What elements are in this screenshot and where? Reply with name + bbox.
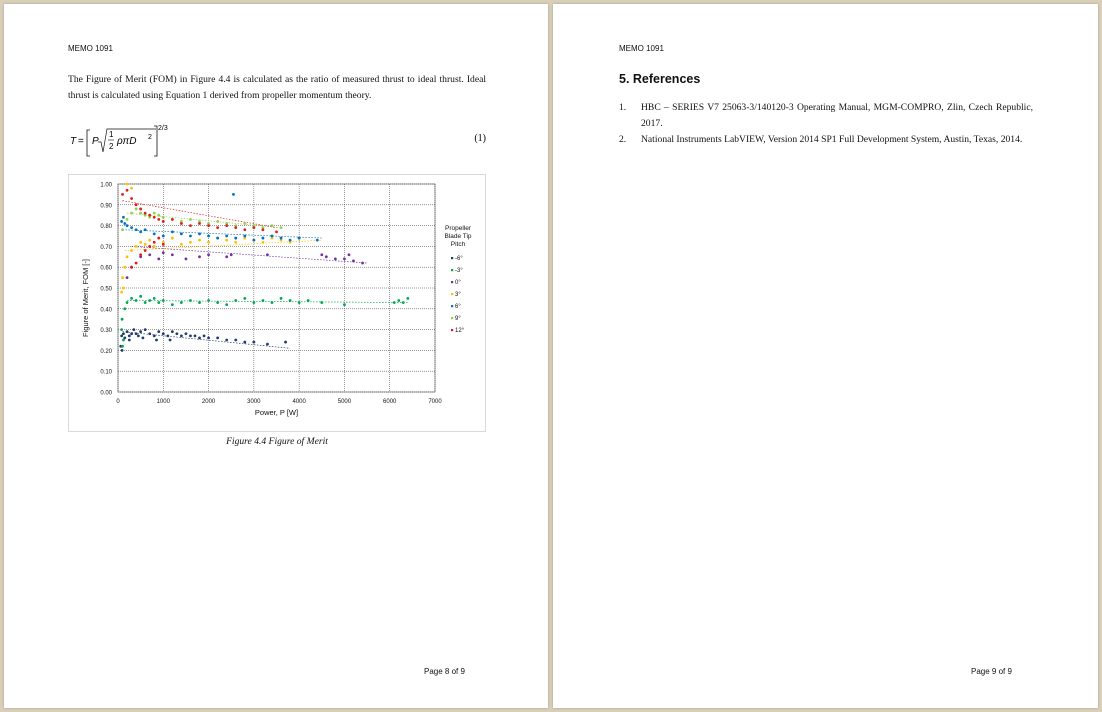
data-point-series-1 [171, 303, 174, 306]
data-point-series-0 [243, 341, 246, 344]
data-point-series-2 [126, 276, 129, 279]
data-point-series-3 [225, 239, 228, 242]
x-tick-label: 0 [116, 399, 120, 405]
data-point-series-6 [139, 208, 142, 211]
data-point-series-6 [157, 237, 160, 240]
data-point-series-4 [130, 226, 133, 229]
data-point-series-1 [123, 307, 126, 310]
data-point-series-2 [334, 257, 337, 260]
data-point-series-0 [171, 330, 174, 333]
data-point-series-1 [393, 301, 396, 304]
memo-header: MEMO 1091 [68, 44, 113, 53]
body-paragraph: The Figure of Merit (FOM) in Figure 4.4 is calculated as the ratio of measured thrust to ideal thrust. Ideal thrust is calculated using Equation 1 derived from propeller momentum theory. [68, 74, 486, 101]
data-point-series-4 [280, 237, 283, 240]
data-point-series-0 [180, 334, 183, 337]
data-point-series-0 [252, 341, 255, 344]
data-point-series-0 [194, 334, 197, 337]
data-point-series-2 [266, 253, 269, 256]
data-point-series-4 [189, 235, 192, 238]
legend-swatch [451, 329, 453, 331]
y-tick-label: 0.60 [100, 265, 112, 272]
data-point-series-6 [207, 224, 210, 227]
y-tick-label: 0.40 [100, 307, 112, 314]
equation-formula [68, 122, 218, 162]
data-point-series-2 [162, 251, 165, 254]
memo-header: MEMO 1091 [619, 44, 664, 53]
data-point-series-2 [198, 255, 201, 258]
data-point-series-1 [402, 301, 405, 304]
data-point-series-6 [243, 228, 246, 231]
data-point-series-4 [153, 233, 156, 236]
data-point-series-4 [271, 235, 274, 238]
data-point-series-0 [126, 330, 129, 333]
data-point-series-2 [148, 253, 151, 256]
data-point-series-1 [234, 299, 237, 302]
data-point-series-1 [135, 299, 138, 302]
y-tick-label: 0.70 [100, 244, 112, 251]
data-point-series-6 [126, 189, 129, 192]
data-point-series-1 [122, 339, 125, 342]
data-point-series-4 [252, 239, 255, 242]
data-point-series-0 [128, 339, 131, 342]
data-point-series-0 [137, 334, 140, 337]
equation-1 [68, 122, 486, 162]
data-point-series-6 [216, 226, 219, 229]
reference-number: 2. [619, 134, 627, 145]
x-tick-label: 2000 [201, 399, 216, 405]
left-bracket [87, 130, 90, 156]
legend-swatch [451, 281, 453, 283]
data-point-series-4 [126, 224, 129, 227]
data-point-series-1 [162, 299, 165, 302]
data-point-series-3 [207, 241, 210, 244]
data-point-series-3 [120, 291, 123, 294]
data-point-series-0 [216, 337, 219, 340]
data-point-series-4 [243, 235, 246, 238]
legend-entry: 9° [455, 316, 461, 322]
data-point-series-0 [135, 332, 138, 335]
data-point-series-0 [153, 334, 156, 337]
data-point-series-1 [271, 301, 274, 304]
y-tick-label: 0.90 [100, 203, 112, 210]
data-point-series-6 [144, 249, 147, 252]
y-tick-label: 0.80 [100, 224, 112, 231]
data-point-series-1 [153, 297, 156, 300]
data-point-series-1 [207, 299, 210, 302]
equation-equals: = [78, 136, 84, 147]
data-point-series-3 [121, 276, 124, 279]
data-point-series-0 [162, 332, 165, 335]
data-point-series-6 [148, 245, 151, 248]
data-point-series-1 [216, 301, 219, 304]
data-point-series-0 [207, 337, 210, 340]
data-point-series-1 [252, 301, 255, 304]
data-point-series-6 [130, 266, 133, 269]
data-point-series-1 [130, 297, 133, 300]
legend-entry: 0° [455, 280, 461, 286]
data-point-series-6 [139, 253, 142, 256]
data-point-series-6 [162, 220, 165, 223]
fraction-numerator: 1 [109, 130, 114, 139]
equation-lhs: T [70, 136, 77, 147]
data-point-series-2 [185, 257, 188, 260]
data-point-series-1 [189, 299, 192, 302]
data-point-series-0 [185, 332, 188, 335]
data-point-series-4 [298, 237, 301, 240]
data-point-series-3 [262, 241, 265, 244]
y-tick-label: 0.10 [100, 369, 112, 376]
data-point-series-4 [180, 233, 183, 236]
data-point-series-5 [280, 226, 283, 229]
data-point-series-4 [144, 228, 147, 231]
data-point-series-4 [123, 222, 126, 225]
legend-title: Blade Tip [444, 233, 472, 240]
data-point-series-0 [266, 343, 269, 346]
data-point-series-3 [139, 241, 142, 244]
data-point-series-3 [153, 245, 156, 248]
x-tick-label: 5000 [337, 399, 352, 405]
data-point-series-1 [121, 345, 124, 348]
data-point-series-5 [157, 214, 160, 217]
data-point-series-0 [234, 339, 237, 342]
data-point-series-4 [139, 230, 142, 233]
data-point-series-3 [198, 239, 201, 242]
data-point-series-1 [225, 303, 228, 306]
data-point-series-1 [121, 318, 124, 321]
data-point-series-4 [316, 239, 319, 242]
data-point-series-0 [175, 332, 178, 335]
data-point-series-0 [122, 332, 125, 335]
reference-item [619, 132, 1033, 148]
data-point-series-0 [166, 334, 169, 337]
data-point-series-5 [135, 208, 138, 211]
x-tick-label: 3000 [247, 399, 261, 405]
data-point-series-5 [126, 218, 129, 221]
data-point-series-6 [135, 262, 138, 265]
data-point-series-6 [171, 218, 174, 221]
data-point-series-3 [148, 239, 151, 242]
data-point-series-1 [289, 299, 292, 302]
data-point-series-1 [148, 299, 151, 302]
page-9 [553, 4, 1098, 708]
data-point-series-1 [320, 301, 323, 304]
x-tick-label: 6000 [383, 399, 397, 405]
legend-swatch [451, 269, 453, 271]
data-point-series-2 [352, 260, 355, 263]
data-point-series-6 [121, 193, 124, 196]
data-point-series-4 [120, 220, 123, 223]
data-point-series-2 [343, 257, 346, 260]
data-point-series-1 [262, 299, 265, 302]
data-point-series-3 [135, 245, 138, 248]
data-point-series-1 [126, 301, 129, 304]
x-axis-label: Power, P [W] [254, 408, 299, 417]
data-point-series-2 [207, 253, 210, 256]
outer-exponent: 2/3 [158, 125, 168, 132]
legend-title: Pitch [450, 241, 466, 248]
data-point-series-5 [243, 222, 246, 225]
data-point-series-0 [148, 332, 151, 335]
data-point-series-2 [171, 253, 174, 256]
data-point-series-5 [121, 228, 124, 231]
data-point-series-4 [262, 237, 265, 240]
y-tick-label: 1.00 [100, 182, 112, 189]
x-tick-label: 4000 [292, 399, 306, 405]
data-point-series-5 [271, 224, 274, 227]
fraction-denominator: 2 [109, 142, 114, 151]
data-point-series-2 [320, 253, 323, 256]
data-point-series-3 [144, 243, 147, 246]
data-point-series-0 [121, 349, 124, 352]
data-point-series-3 [130, 249, 133, 252]
data-point-series-0 [225, 339, 228, 342]
data-point-series-3 [189, 241, 192, 244]
data-point-series-6 [148, 214, 151, 217]
data-point-series-4 [122, 216, 125, 219]
data-point-series-6 [234, 226, 237, 229]
y-tick-label: 0.30 [100, 328, 112, 335]
equation-number: (1) [474, 133, 486, 144]
legend-entry: 3° [455, 292, 461, 298]
data-point-series-0 [142, 337, 145, 340]
data-point-series-4 [225, 235, 228, 238]
data-point-series-5 [130, 212, 133, 215]
y-tick-label: 0.50 [100, 286, 112, 293]
data-point-series-2 [348, 253, 351, 256]
y-tick-label: 0.20 [100, 348, 112, 355]
data-point-series-0 [130, 332, 133, 335]
data-point-series-6 [162, 243, 165, 246]
data-point-series-1 [298, 301, 301, 304]
data-point-series-3 [180, 243, 183, 246]
data-point-series-0 [128, 334, 131, 337]
legend-swatch [451, 317, 453, 319]
data-point-series-3 [234, 241, 237, 244]
data-point-series-6 [130, 197, 133, 200]
data-point-series-1 [198, 301, 201, 304]
data-point-series-1 [280, 297, 283, 300]
legend-entry: -6° [455, 256, 463, 262]
x-tick-label: 7000 [428, 399, 442, 405]
legend-entry: 12° [455, 328, 465, 334]
data-point-series-4 [207, 235, 210, 238]
data-point-series-1 [157, 301, 160, 304]
y-axis-label: Figure of Merit, FOM [-] [81, 259, 90, 337]
data-point-series-3 [126, 183, 129, 186]
reference-item [619, 100, 1033, 132]
data-point-series-1 [397, 299, 400, 302]
right-bracket [154, 126, 157, 156]
reference-text: National Instruments LabVIEW, Version 2014 SP1 Full Development System, Austin, Texas, 2014. [641, 134, 1023, 145]
data-point-series-6 [135, 203, 138, 206]
data-point-series-5 [162, 216, 165, 219]
chart-svg [68, 174, 486, 432]
data-point-series-0 [157, 330, 160, 333]
y-tick-label: 0.00 [100, 390, 112, 397]
data-point-series-3 [171, 237, 174, 240]
data-point-series-1 [343, 303, 346, 306]
data-point-series-6 [180, 222, 183, 225]
section-heading: 5. References [619, 72, 701, 86]
x-tick-label: 1000 [156, 399, 170, 405]
data-point-series-4 [234, 237, 237, 240]
data-point-series-2 [361, 262, 364, 265]
data-point-series-0 [132, 328, 135, 331]
data-point-series-1 [120, 328, 123, 331]
data-point-series-6 [157, 218, 160, 221]
page-8 [4, 4, 548, 708]
data-point-series-0 [144, 328, 147, 331]
legend-swatch [451, 293, 453, 295]
data-point-series-2 [225, 255, 228, 258]
data-point-series-0 [155, 339, 158, 342]
legend-entry: -3° [455, 268, 463, 274]
data-point-series-6 [198, 222, 201, 225]
data-point-series-2 [325, 255, 328, 258]
reference-list [619, 100, 1033, 148]
data-point-series-4 [216, 237, 219, 240]
data-point-series-5 [216, 220, 219, 223]
data-point-series-1 [180, 301, 183, 304]
data-point-series-2 [230, 253, 233, 256]
data-point-series-0 [139, 330, 142, 333]
data-point-series-6 [144, 212, 147, 215]
legend-swatch [451, 257, 453, 259]
data-point-series-4 [135, 228, 138, 231]
data-point-series-5 [153, 212, 156, 215]
data-point-series-4 [162, 235, 165, 238]
data-point-series-3 [123, 266, 126, 269]
data-point-series-0 [189, 334, 192, 337]
data-point-series-0 [284, 341, 287, 344]
data-point-series-6 [262, 228, 265, 231]
data-point-series-5 [139, 212, 142, 215]
data-point-series-6 [189, 224, 192, 227]
data-point-series-4 [171, 230, 174, 233]
root-terms: ρπD [117, 136, 137, 147]
data-point-series-1 [139, 295, 142, 298]
data-point-series-6 [225, 224, 228, 227]
data-point-series-1 [307, 299, 310, 302]
data-point-series-5 [189, 218, 192, 221]
page-number: Page 8 of 9 [424, 667, 465, 676]
page-number: Page 9 of 9 [971, 667, 1012, 676]
data-point-series-4 [289, 239, 292, 242]
data-point-series-0 [169, 339, 172, 342]
data-point-series-6 [252, 226, 255, 229]
figure-caption: Figure 4.4 Figure of Merit [226, 436, 328, 447]
equation-power-symbol: P [92, 136, 99, 147]
d-exponent: 2 [148, 134, 152, 141]
data-point-series-6 [153, 216, 156, 219]
data-point-series-1 [406, 297, 409, 300]
data-point-series-4 [198, 233, 201, 236]
data-point-series-1 [144, 301, 147, 304]
data-point-series-4 [232, 193, 235, 196]
data-point-series-6 [153, 241, 156, 244]
figure-of-merit-chart [68, 174, 486, 432]
legend-entry: 6° [455, 304, 461, 310]
data-point-series-6 [275, 230, 278, 233]
legend-swatch [451, 305, 453, 307]
data-point-series-3 [126, 255, 129, 258]
data-point-series-0 [198, 337, 201, 340]
data-point-series-3 [122, 287, 125, 290]
data-point-series-1 [243, 297, 246, 300]
data-point-series-0 [203, 334, 206, 337]
data-point-series-3 [130, 187, 133, 190]
reference-number: 1. [619, 102, 627, 113]
legend-title: Propeller [444, 225, 472, 232]
data-point-series-2 [157, 257, 160, 260]
reference-text: HBC – SERIES V7 25063-3/140120-3 Operating Manual, MGM-COMPRO, Zlin, Czech Republic, 2017. [641, 102, 1033, 129]
